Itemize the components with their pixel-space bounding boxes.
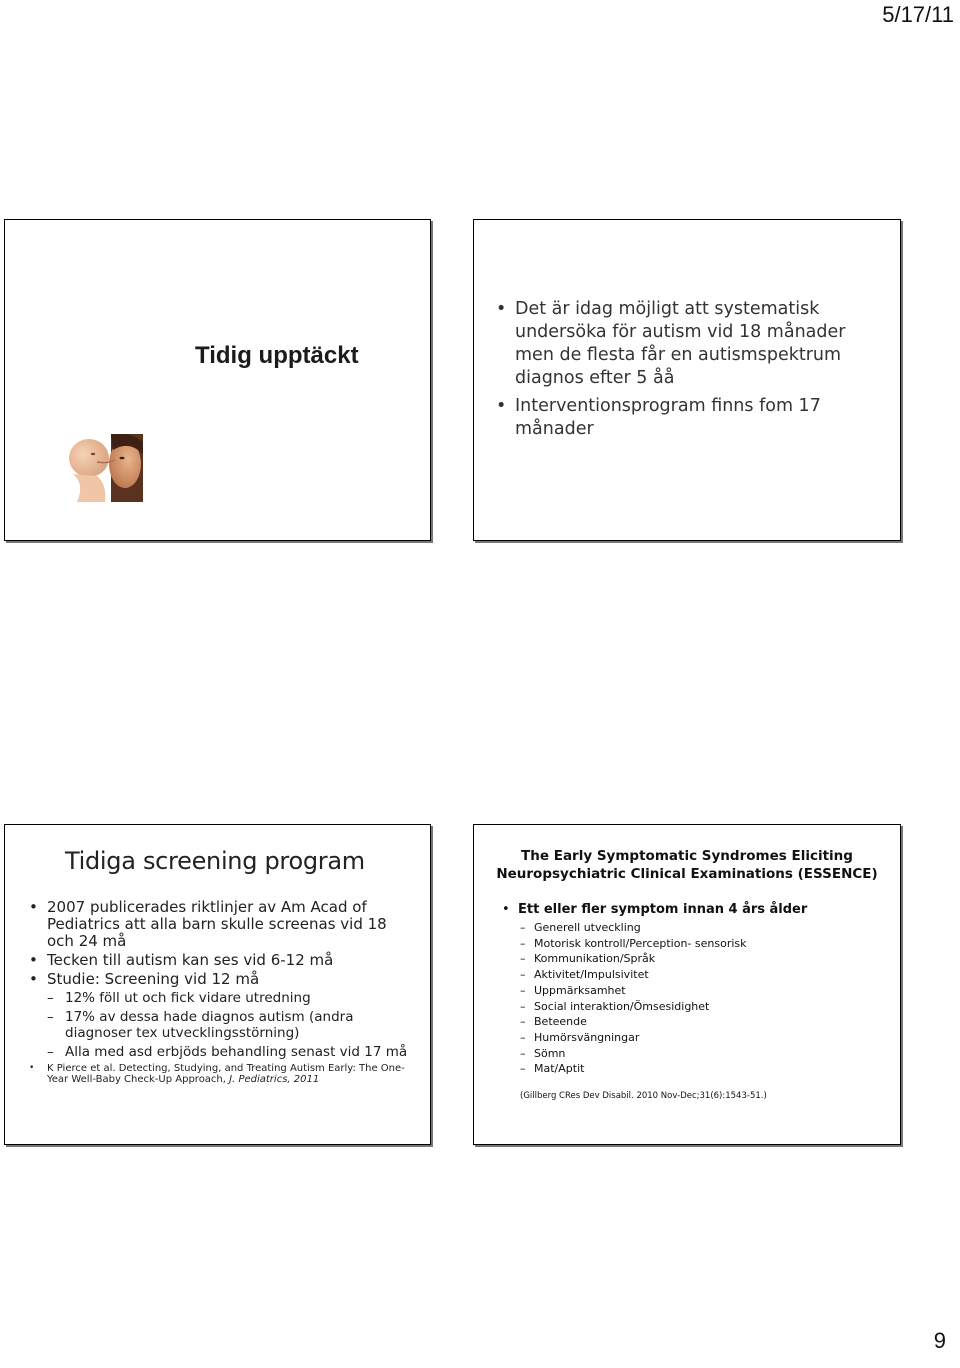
sub-list-item: – Mat/Aptit [502, 1061, 887, 1077]
sub-list-item: – Sömn [502, 1046, 887, 1062]
list-item: • Det är idag möjligt att systematisk undersöka för autism vid 18 månader men de flesta får en autismspektrum diagnos efter 5 åå [496, 298, 886, 390]
sub-list-item: – 12% föll ut och fick vidare utredning [29, 990, 414, 1006]
list-item: • Ett eller fler symptom innan 4 års ålder [502, 901, 887, 919]
slide-screening-program [4, 824, 431, 1145]
sub-list-item: – Kommunikation/Språk [502, 951, 887, 967]
bullet-list [29, 899, 414, 1085]
page-number: 9 [933, 1328, 946, 1353]
list-item: • Studie: Screening vid 12 må [29, 971, 414, 988]
slide-title: Tidig upptäckt [195, 342, 359, 369]
sub-list-item: – Alla med asd erbjöds behandling senast vid 17 må [29, 1044, 414, 1060]
sub-list-item: – Humörsvängningar [502, 1030, 887, 1046]
sub-list-item: – Generell utveckling [502, 920, 887, 936]
reference-citation [29, 1063, 414, 1085]
reference-journal: J. Pediatrics, 2011 [229, 1074, 320, 1085]
sub-list-item: – Motorisk kontroll/Perception- sensorisk [502, 936, 887, 952]
sub-list-item: – Uppmärksamhet [502, 983, 887, 999]
sub-list-item: – Aktivitet/Impulsivitet [502, 967, 887, 983]
list-item: • Tecken till autism kan ses vid 6-12 må [29, 952, 414, 969]
slide-essence [473, 824, 901, 1145]
slide-tidig-upptackt [4, 219, 431, 541]
slide-intro-bullets [473, 219, 901, 541]
sub-list-item: – 17% av dessa hade diagnos autism (andra diagnoser tex utvecklingsstörning) [29, 1009, 414, 1041]
list-item: • 2007 publicerades riktlinjer av Am Acad of Pediatrics att alla barn skulle screenas vid 18 och 24 må [29, 899, 414, 950]
bullet-list [502, 901, 887, 1077]
mother-baby-photo-icon [67, 434, 143, 502]
slide-title: The Early Symptomatic Syndromes Eliciting Neuropsychiatric Clinical Examinations (ESSENCE) [496, 848, 878, 882]
bullet-list [496, 298, 886, 446]
slide-title: Tidiga screening program [65, 847, 365, 875]
page-date: 5/17/11 [882, 2, 954, 27]
reference-citation: (Gillberg CRes Dev Disabil. 2010 Nov-Dec;31(6):1543-51.) [520, 1091, 767, 1101]
reference-text: K Pierce et al. Detecting, Studying, and Treating Autism Early: The One-Year Well-Baby Check-Up Approach, [47, 1063, 405, 1085]
sub-list-item: – Social interaktion/Ömsesidighet [502, 999, 887, 1015]
list-item: • Interventionsprogram finns fom 17 månader [496, 395, 886, 441]
sub-list-item: – Beteende [502, 1014, 887, 1030]
